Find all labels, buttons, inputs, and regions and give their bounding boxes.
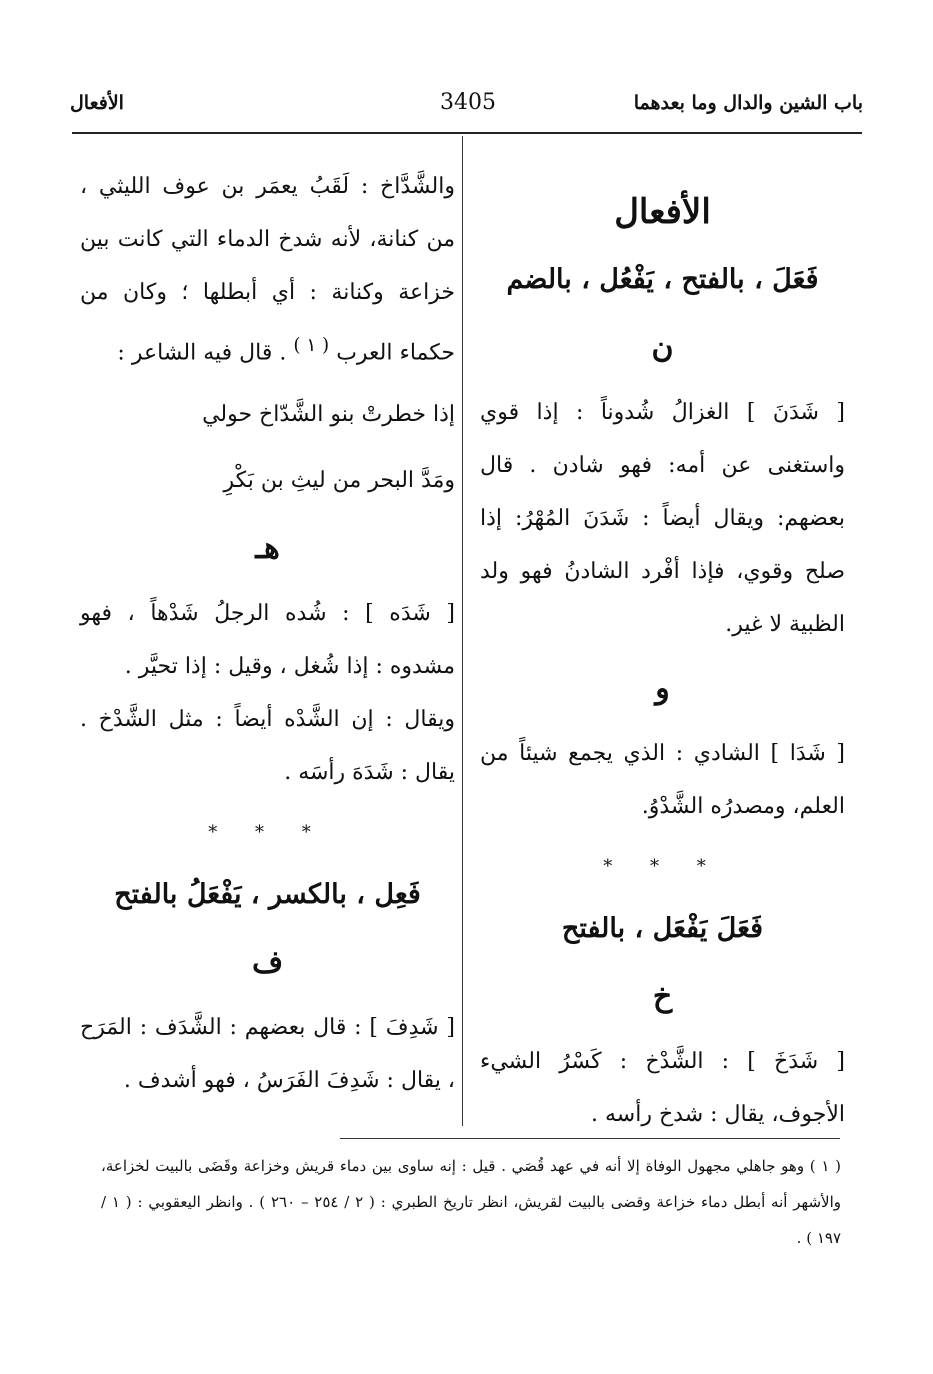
- subsection-title: فَعَلَ يَفْعَل ، بالفتح: [561, 913, 764, 944]
- entry-paragraph: [ شَدِفَ ] : قال بعضهم : الشَّدَف : المَرَح ، يقال : شَدِفَ الفَرَسُ ، فهو أشدف .: [80, 1015, 455, 1094]
- header-chapter-title: باب الشين والدال وما بعدهما: [633, 92, 863, 114]
- entry-paragraph: ويقال : إن الشَّدْه أيضاً : مثل الشَّدْخ . يقال : شَدَهَ رأسَه .: [80, 707, 455, 786]
- poem-line: ومَدَّ البحر من ليثِ بن بَكْرِ: [223, 468, 455, 494]
- header-rule: [72, 132, 862, 134]
- root-letter: خ: [652, 979, 673, 1014]
- right-column: [480, 160, 845, 1141]
- root-letter: ف: [251, 945, 284, 981]
- entry-paragraph: [ شَدَه ] : شُده الرجلُ شَدْهاً ، فهو مشدوه : إذا شُغل ، وقيل : إذا تحيَّر .: [80, 601, 455, 680]
- entry-paragraph: [80, 160, 455, 379]
- section-separator: * * *: [208, 822, 327, 844]
- left-column: [80, 160, 455, 1107]
- footnote-rule: [340, 1138, 840, 1139]
- column-divider: [462, 136, 463, 1126]
- subsection-title: فَعِل ، بالكسر ، يَفْعَلُ بالفتح: [114, 879, 421, 911]
- subsection-title: فَعَلَ ، بالفتح ، يَفْعُل ، بالضم: [506, 264, 819, 295]
- entry-paragraph: [ شَدَنَ ] الغزالُ شُدوناً : إذا قوي واستغنى عن أمه: فهو شادن . قال بعضهم: ويقال أيضاً : شَدَنَ المُهْرُ: إذا صلح وقوي، فإذا أفْرد الشادنُ فهو ولد الظبية لا غير.: [480, 400, 845, 637]
- entry-text: والشَّدَّاخ : لَقَبُ يعمَر بن عوف الليثي ، من كنانة، لأنه شدخ الدماء التي كانت بين خزاعة وكنانة : أي أبطلها ؛ وكان من حكماء العرب: [80, 174, 455, 366]
- root-letter: هـ: [255, 531, 280, 567]
- section-separator: * * *: [603, 856, 722, 877]
- entry-paragraph: [ شَدَا ] الشادي : الذي يجمع شيئاً من العلم، ومصدرُه الشَّدْوُ.: [480, 741, 845, 819]
- header-section-title: الأفعال: [70, 92, 124, 114]
- root-letter: و: [655, 671, 670, 706]
- page-number: 3405: [440, 90, 496, 115]
- page-header: [70, 92, 863, 132]
- entry-paragraph: [ شَدَخَ ] : الشَّدْخ : كَسْرُ الشيء الأجوف، يقال : شدخ رأسه .: [480, 1049, 845, 1127]
- footnote: ( ١ ) وهو جاهلي مجهول الوفاة إلا أنه في عهد قُصَي . قيل : إنه ساوى بين دماء قريش وخزاعة وقَضَى بالبيت لخزاعة، والأشهر أنه أبطل دماء خزاعة وقضى بالبيت لقريش، انظر تاريخ الطبري : ( ٢ / ٢٥٤ – ٢٦٠ ) . وانظر اليعقوبي : ( ١ / ١٩٧ ) .: [101, 1157, 842, 1247]
- root-letter: ن: [651, 330, 674, 365]
- poem-line: إذا خطرتْ بنو الشَّدّاخ حولي: [202, 402, 455, 428]
- section-title: الأفعال: [614, 192, 711, 232]
- entry-text: . قال فيه الشاعر :: [117, 340, 287, 366]
- footnote-marker: ( ١ ): [293, 335, 330, 356]
